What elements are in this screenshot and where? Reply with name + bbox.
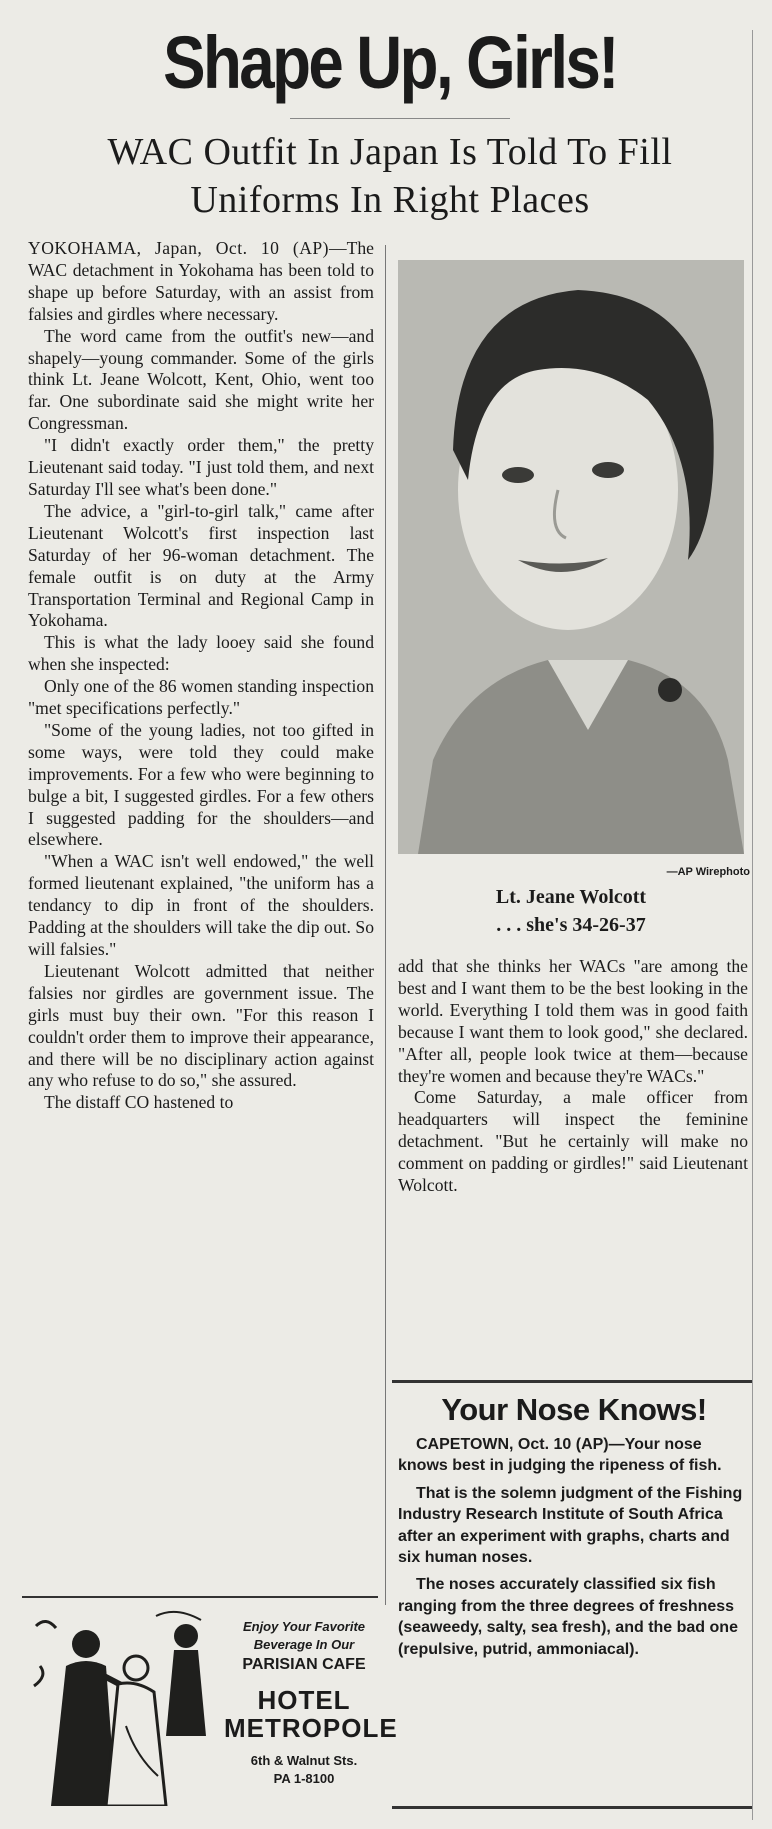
sidebar-dateline: CAPETOWN, Oct. 10 (AP) xyxy=(416,1436,609,1453)
portrait-photo xyxy=(398,260,744,854)
article-paragraph: The distaff CO hastened to xyxy=(44,1092,234,1113)
photo-caption-stats: . . . she's 34-26-37 xyxy=(496,914,646,936)
article-paragraph: This is what the lady looey said she found when she inspected: xyxy=(28,632,374,675)
article-paragraph: add that she thinks her WACs "are among the best and I want them to be the best looking in the world. Everything I told them was in good faith because I want them to look good," she declared. "After all, people look twice at them—because they're women and because they're WACs." xyxy=(398,956,748,1086)
sidebar-paragraph: That is the solemn judgment of the Fishing Industry Research Institute of South Africa after an experiment with graphs, charts and six human noses. xyxy=(398,1484,743,1567)
sidebar-top-rule xyxy=(392,1380,752,1383)
subheadline xyxy=(20,128,760,224)
article-paragraph: "I didn't exactly order them," the pretty Lieutenant said today. "I just told them, and next Saturday I'll see what's been done." xyxy=(28,435,374,499)
article-paragraph: YOKOHAMA, Japan, Oct. 10 (AP)—The WAC detachment in Yokohama has been told to shape up before Saturday, with an assist from falsies and girdles where necessary. xyxy=(28,238,374,324)
article-paragraph: Only one of the 86 women standing inspection "met specifications perfectly." xyxy=(28,676,374,719)
ad-copy xyxy=(224,1618,398,1788)
ad-hotel-name xyxy=(224,1685,398,1743)
sidebar-title: Your Nose Knows! xyxy=(441,1392,707,1427)
article-paragraph: The advice, a "girl-to-girl talk," came after Lieutenant Wolcott's first inspection last Saturday of her 96-woman detachment. The female outfit is on duty at the Army Transportation Terminal and Regional Camp in Yokohama. xyxy=(28,500,374,631)
subhead-line-2: Uniforms In Right Places xyxy=(190,179,590,221)
dateline: YOKOHAMA, Japan, Oct. 10 (AP) xyxy=(28,238,330,258)
article-paragraph: Come Saturday, a male officer from headquarters will inspect the feminine detachment. "But he certainly will make no comment on padding or girdles!" said Lieutenant Wolcott. xyxy=(398,1087,748,1196)
sidebar-bottom-rule xyxy=(392,1806,752,1809)
hotel-advertisement xyxy=(26,1600,398,1810)
article-paragraph: The word came from the outfit's new—and shapely—young commander. Some of the girls think Lt. Jeane Wolcott, Kent, Ohio, went too far. One subordinate said she might write her Congressman. xyxy=(28,325,374,434)
ad-top-rule xyxy=(22,1596,378,1598)
right-border xyxy=(752,30,753,1820)
ad-tagline-2: Beverage In Our xyxy=(253,1637,355,1652)
ad-hotel-line-1: HOTEL xyxy=(257,1685,351,1715)
column-divider xyxy=(385,245,386,1605)
portrait-illustration xyxy=(398,260,744,854)
ad-address: 6th & Walnut Sts. xyxy=(250,1753,358,1768)
ad-cafe-name: PARISIAN CAFE xyxy=(242,1656,366,1673)
sidebar-story xyxy=(398,1434,748,1660)
photo-credit: —AP Wirephoto xyxy=(666,866,750,878)
article-paragraph: "Some of the young ladies, not too gifted in some ways, were told they could make improvements. For a few who were beginning to bulge a bit, I suggested girdles. For a few others I suggested padding for the shoulders—and elsewhere. xyxy=(28,719,374,850)
subhead-line-1: WAC Outfit In Japan Is Told To Fill xyxy=(107,131,673,173)
ad-hotel-line-2: METROPOLE xyxy=(224,1713,398,1743)
ad-phone: PA 1-8100 xyxy=(273,1771,335,1786)
headline: Shape Up, Girls! xyxy=(163,21,617,104)
article-paragraph: Lieutenant Wolcott admitted that neither falsies nor girdles are government issue. The girls must buy their own. "For this reason I couldn't order them to improve their appearance, and there will be no disciplinary action against any who refuse to do so," she assured. xyxy=(28,960,374,1091)
headline-rule xyxy=(290,118,510,119)
article-paragraph: "When a WAC isn't well endowed," the well formed lieutenant explained, "the uniform has a tendancy to dip in front of the shoulders. Padding at the shoulders will take the dip out. So will falsies." xyxy=(28,851,374,959)
sidebar-paragraph: CAPETOWN, Oct. 10 (AP)—Your nose knows best in judging the ripeness of fish. xyxy=(398,1436,722,1475)
sidebar-paragraph: The noses accurately classified six fish ranging from the three degrees of freshness (seaweedy, salty, sea fresh), and the bad one (repulsive, putrid, ammoniacal). xyxy=(398,1576,738,1658)
photo-caption-name: Lt. Jeane Wolcott xyxy=(495,886,647,908)
ad-tagline-1: Enjoy Your Favorite xyxy=(242,1619,366,1634)
article-column-1 xyxy=(28,238,374,1114)
cafe-couple-illustration xyxy=(26,1606,216,1806)
article-column-2 xyxy=(398,956,748,1197)
